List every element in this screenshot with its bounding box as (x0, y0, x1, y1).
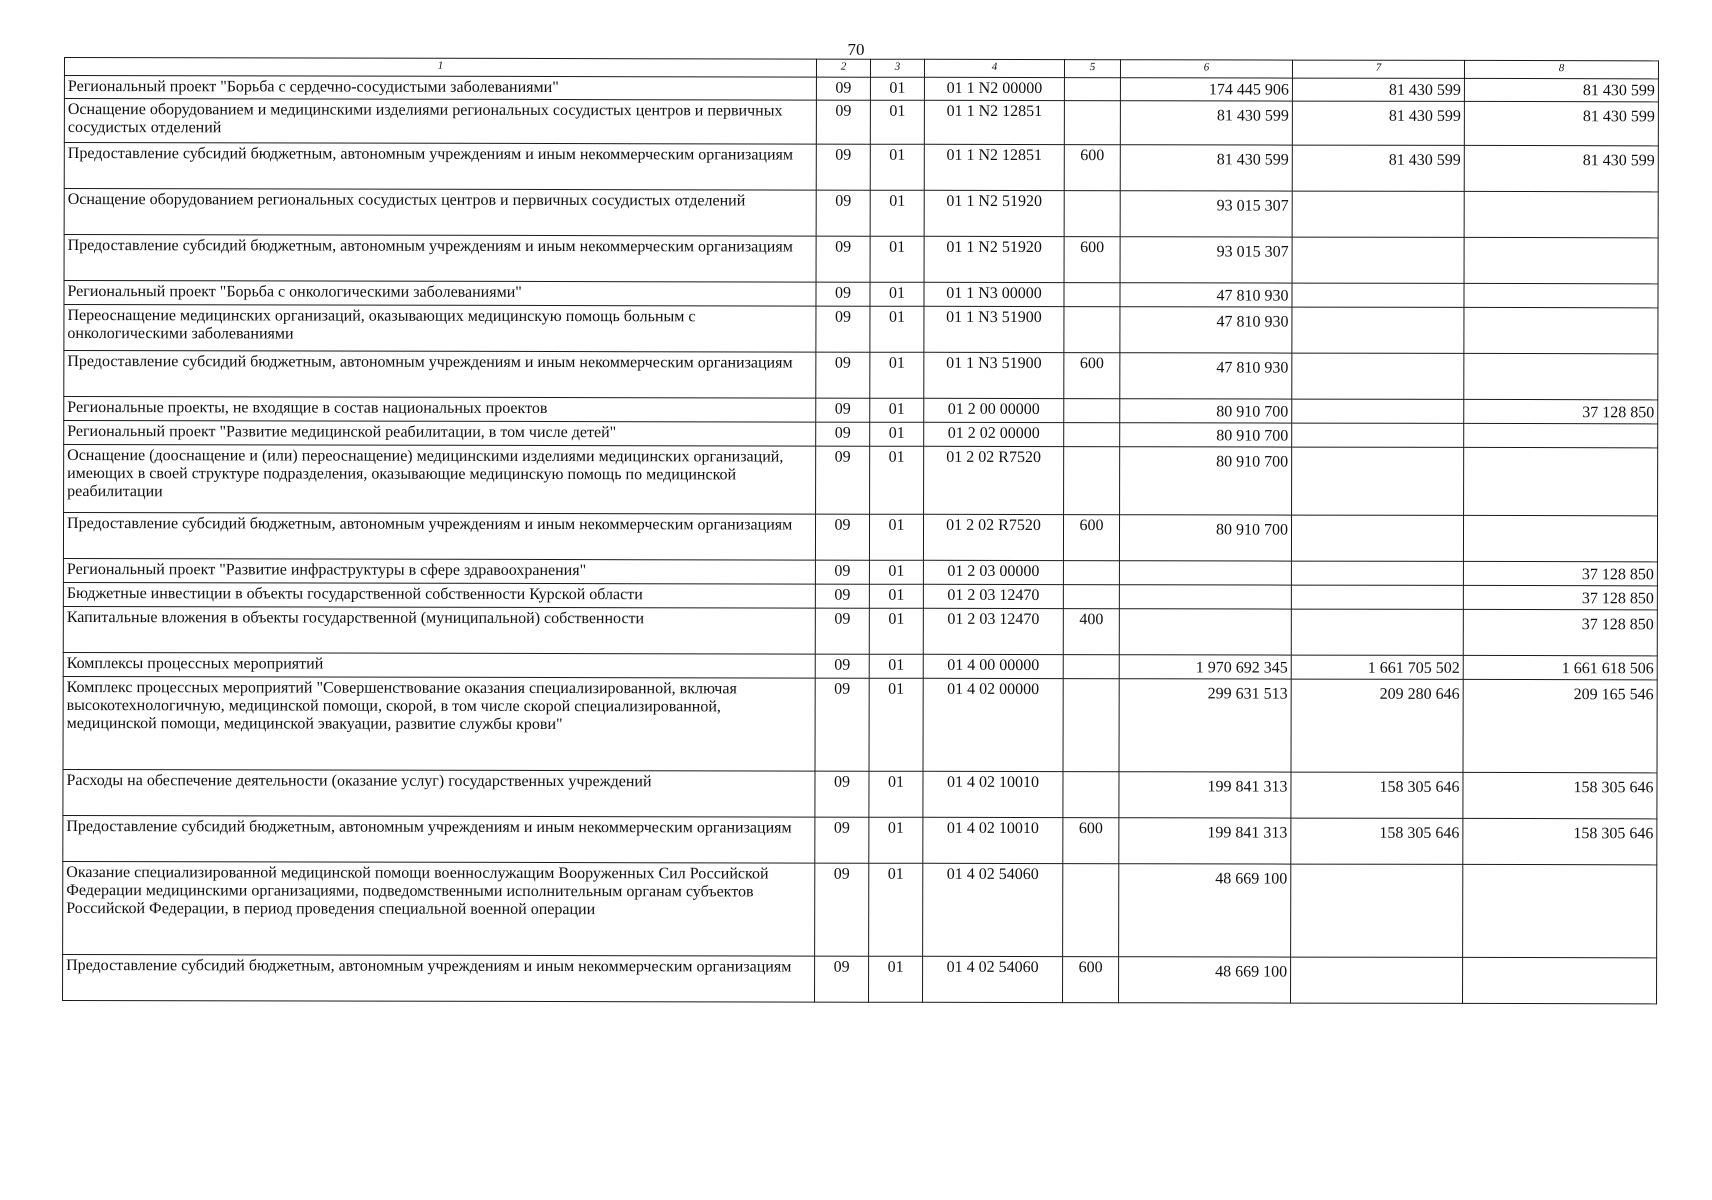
amount-col6-cell: 47 810 930 (1120, 283, 1292, 307)
section-code-cell: 09 (816, 398, 870, 422)
table-row (63, 558, 1657, 585)
subsection-code-cell: 01 (870, 398, 924, 422)
target-article-cell: 01 2 02 R7520 (924, 446, 1064, 514)
column-header: 3 (870, 59, 924, 77)
section-code-cell: 09 (816, 422, 870, 446)
target-article-cell: 01 2 03 00000 (923, 560, 1063, 584)
expense-type-cell: 600 (1063, 515, 1119, 561)
target-article-cell: 01 4 02 10010 (923, 771, 1063, 817)
amount-col8-cell: 81 430 599 (1464, 145, 1658, 191)
subsection-code-cell: 01 (870, 144, 924, 190)
amount-col7-cell (1292, 399, 1464, 423)
amount-col6-cell: 80 910 700 (1120, 423, 1292, 447)
amount-col6-cell (1119, 609, 1291, 655)
table-row (63, 582, 1657, 609)
section-code-cell: 09 (816, 100, 870, 144)
amount-col8-cell: 37 128 850 (1464, 399, 1658, 423)
amount-col7-cell: 158 305 646 (1291, 772, 1463, 818)
table-row (63, 606, 1657, 655)
expense-type-cell: 600 (1063, 818, 1119, 864)
amount-col7-cell: 1 661 705 502 (1291, 655, 1463, 679)
subsection-code-cell: 01 (869, 654, 923, 678)
row-name-cell: Комплекс процессных мероприятий "Совершенствование оказания специализированной, включая высокотехнологичную, медицинской помощи, скорой, в том числе скорой специализированной, медицинской помощи, медицинской эвакуации, развитие службы крови" (63, 676, 815, 771)
amount-col6-cell: 80 910 700 (1120, 399, 1292, 423)
amount-col8-cell: 37 128 850 (1463, 561, 1657, 585)
table-row (64, 189, 1658, 238)
amount-col8-cell: 81 430 599 (1464, 101, 1658, 145)
subsection-code-cell: 01 (870, 236, 924, 282)
target-article-cell: 01 4 02 54060 (923, 956, 1063, 1002)
column-header: 4 (924, 59, 1064, 77)
target-article-cell: 01 1 N3 00000 (924, 282, 1064, 306)
row-name-cell: Предоставление субсидий бюджетным, автономным учреждениям и иным некоммерческим организациям (63, 815, 815, 863)
subsection-code-cell: 01 (870, 77, 924, 100)
row-name-cell: Оснащение оборудованием и медицинскими изделиями региональных сосудистых центров и первичных сосудистых отделений (64, 99, 816, 145)
row-name-cell: Комплексы процессных мероприятий (63, 652, 815, 678)
section-code-cell: 09 (816, 282, 870, 306)
amount-col8-cell: 37 128 850 (1463, 585, 1657, 609)
amount-col8-cell (1464, 423, 1658, 447)
row-name-cell: Переоснащение медицинских организаций, оказывающих медицинскую помощь больным с онкологическими заболеваниями (64, 305, 816, 353)
amount-col8-cell (1464, 283, 1658, 307)
row-name-cell: Региональный проект "Борьба с онкологическими заболеваниями" (64, 281, 816, 307)
page-number: 70 (847, 40, 865, 59)
expense-type-cell: 600 (1063, 957, 1119, 1003)
amount-col6-cell: 299 631 513 (1119, 679, 1291, 772)
row-name-cell: Расходы на обеспечение деятельности (оказание услуг) государственных учреждений (63, 769, 815, 817)
amount-col8-cell: 158 305 646 (1463, 772, 1657, 818)
target-article-cell: 01 2 00 00000 (924, 398, 1064, 422)
section-code-cell: 09 (815, 771, 869, 817)
amount-col6-cell: 199 841 313 (1119, 772, 1291, 818)
amount-col6-cell: 47 810 930 (1120, 307, 1292, 353)
section-code-cell: 09 (815, 654, 869, 678)
expense-type-cell: 400 (1063, 609, 1119, 655)
row-name-cell: Региональный проект "Развитие инфраструктуры в сфере здравоохранения" (63, 558, 815, 584)
target-article-cell: 01 2 02 R7520 (923, 514, 1063, 560)
expense-type-cell (1064, 307, 1120, 353)
expense-type-cell (1063, 561, 1119, 585)
expense-type-cell (1063, 585, 1119, 609)
amount-col8-cell (1464, 353, 1658, 399)
amount-col6-cell (1119, 561, 1291, 585)
amount-col8-cell: 158 305 646 (1463, 818, 1657, 864)
target-article-cell: 01 1 N3 51900 (924, 306, 1064, 352)
amount-col7-cell (1291, 957, 1463, 1003)
amount-col7-cell (1291, 585, 1463, 609)
target-article-cell: 01 1 N2 12851 (924, 144, 1064, 190)
amount-col6-cell: 47 810 930 (1120, 353, 1292, 399)
table-row (63, 815, 1657, 864)
expense-type-cell (1064, 283, 1120, 307)
amount-col7-cell: 81 430 599 (1292, 145, 1464, 191)
row-name-cell: Предоставление субсидий бюджетным, автономным учреждениям и иным некоммерческим организациям (64, 143, 816, 191)
amount-col6-cell (1119, 585, 1291, 609)
table-row (63, 652, 1657, 679)
section-code-cell: 09 (815, 817, 869, 863)
section-code-cell: 09 (816, 77, 870, 100)
row-name-cell: Капитальные вложения в объекты государственной (муниципальной) собственности (63, 606, 815, 654)
table-row (63, 954, 1657, 1003)
target-article-cell: 01 2 03 12470 (923, 608, 1063, 654)
budget-table (62, 57, 1659, 1004)
section-code-cell: 09 (816, 190, 870, 236)
amount-col7-cell (1292, 353, 1464, 399)
amount-col7-cell (1291, 561, 1463, 585)
amount-col6-cell: 199 841 313 (1119, 818, 1291, 864)
section-code-cell: 09 (816, 236, 870, 282)
amount-col6-cell: 48 669 100 (1119, 864, 1291, 957)
amount-col8-cell (1463, 864, 1657, 957)
row-name-cell: Оснащение (дооснащение и (или) переоснащение) медицинскими изделиями медицинских организаций, имеющих в своей структуре подразделения, оказывающие медицинскую помощь по медицинской реабилитации (64, 445, 816, 515)
expense-type-cell (1064, 423, 1120, 447)
section-code-cell: 09 (816, 446, 870, 514)
subsection-code-cell: 01 (869, 771, 923, 817)
expense-type-cell (1064, 191, 1120, 237)
table-row (64, 445, 1658, 516)
subsection-code-cell: 01 (869, 863, 923, 956)
section-code-cell: 09 (815, 514, 869, 560)
section-code-cell: 09 (816, 306, 870, 352)
subsection-code-cell: 01 (869, 956, 923, 1002)
subsection-code-cell: 01 (870, 100, 924, 144)
table-row (64, 235, 1658, 284)
expense-type-cell (1063, 864, 1119, 957)
amount-col8-cell (1464, 237, 1658, 283)
column-header: 6 (1120, 60, 1292, 78)
amount-col7-cell (1292, 191, 1464, 237)
subsection-code-cell: 01 (869, 817, 923, 863)
row-name-cell: Региональный проект "Борьба с сердечно-сосудистыми заболеваниями" (64, 76, 816, 101)
amount-col8-cell (1463, 957, 1657, 1003)
expense-type-cell (1064, 101, 1120, 145)
row-name-cell: Региональные проекты, не входящие в состав национальных проектов (64, 397, 816, 423)
expense-type-cell: 600 (1064, 353, 1120, 399)
row-name-cell: Предоставление субсидий бюджетным, автономным учреждениям и иным некоммерческим организациям (64, 351, 816, 399)
target-article-cell: 01 1 N2 12851 (924, 100, 1064, 144)
column-header: 1 (64, 58, 816, 78)
row-name-cell: Региональный проект "Развитие медицинской реабилитации, в том числе детей" (64, 421, 816, 447)
subsection-code-cell: 01 (870, 306, 924, 352)
amount-col7-cell: 81 430 599 (1292, 78, 1464, 101)
subsection-code-cell: 01 (869, 560, 923, 584)
amount-col7-cell: 81 430 599 (1292, 101, 1464, 145)
section-code-cell: 09 (816, 144, 870, 190)
target-article-cell: 01 1 N2 51920 (924, 236, 1064, 282)
row-name-cell: Оказание специализированной медицинской помощи военнослужащим Вооруженных Сил Российской Федерации медицинскими организациями, подведомственными исполнительным органам субъектов Российской Федерации, в период проведения специальной военной операции (63, 861, 815, 956)
target-article-cell: 01 2 02 00000 (924, 422, 1064, 446)
section-code-cell: 09 (815, 956, 869, 1002)
column-header: 7 (1292, 60, 1464, 78)
column-header: 2 (816, 59, 870, 77)
subsection-code-cell: 01 (870, 352, 924, 398)
amount-col7-cell (1292, 447, 1464, 515)
table-row (63, 513, 1657, 562)
column-header: 5 (1064, 60, 1120, 78)
amount-col8-cell (1464, 191, 1658, 237)
table-row (64, 305, 1658, 354)
row-name-cell: Бюджетные инвестиции в объекты государственной собственности Курской области (63, 582, 815, 608)
table-row (64, 99, 1658, 146)
subsection-code-cell: 01 (870, 422, 924, 446)
table-row (64, 143, 1658, 192)
row-name-cell: Оснащение оборудованием региональных сосудистых центров и первичных сосудистых отделений (64, 189, 816, 237)
amount-col7-cell: 209 280 646 (1291, 679, 1463, 772)
amount-col7-cell (1291, 864, 1463, 957)
expense-type-cell (1064, 399, 1120, 423)
table-row (63, 861, 1657, 957)
subsection-code-cell: 01 (870, 446, 924, 514)
amount-col7-cell (1291, 515, 1463, 561)
target-article-cell: 01 1 N2 00000 (924, 77, 1064, 100)
amount-col6-cell: 80 910 700 (1119, 515, 1291, 561)
budget-table-wrapper (62, 57, 1658, 1004)
table-row (63, 769, 1657, 818)
target-article-cell: 01 4 02 54060 (923, 863, 1063, 956)
row-name-cell: Предоставление субсидий бюджетным, автономным учреждениям и иным некоммерческим организациям (63, 954, 815, 1002)
amount-col6-cell: 48 669 100 (1119, 957, 1291, 1003)
column-header: 8 (1464, 60, 1658, 78)
amount-col7-cell (1292, 307, 1464, 353)
amount-col6-cell: 81 430 599 (1120, 101, 1292, 145)
table-row (64, 397, 1658, 424)
subsection-code-cell: 01 (869, 678, 923, 771)
section-code-cell: 09 (815, 608, 869, 654)
expense-type-cell (1063, 772, 1119, 818)
target-article-cell: 01 1 N3 51900 (924, 352, 1064, 398)
amount-col8-cell (1463, 515, 1657, 561)
subsection-code-cell: 01 (869, 608, 923, 654)
amount-col6-cell: 80 910 700 (1120, 447, 1292, 515)
row-name-cell: Предоставление субсидий бюджетным, автономным учреждениям и иным некоммерческим организациям (63, 513, 815, 561)
amount-col7-cell (1292, 237, 1464, 283)
amount-col8-cell: 37 128 850 (1463, 609, 1657, 655)
table-body (63, 76, 1659, 1004)
expense-type-cell (1063, 679, 1119, 772)
table-row (64, 281, 1658, 308)
expense-type-cell (1063, 655, 1119, 679)
amount-col8-cell (1464, 447, 1658, 515)
section-code-cell: 09 (815, 560, 869, 584)
amount-col6-cell: 174 445 906 (1120, 78, 1292, 101)
expense-type-cell: 600 (1064, 145, 1120, 191)
amount-col6-cell: 1 970 692 345 (1119, 655, 1291, 679)
target-article-cell: 01 4 02 10010 (923, 817, 1063, 863)
target-article-cell: 01 2 03 12470 (923, 584, 1063, 608)
row-name-cell: Предоставление субсидий бюджетным, автономным учреждениям и иным некоммерческим организациям (64, 235, 816, 283)
expense-type-cell: 600 (1064, 237, 1120, 283)
amount-col6-cell: 93 015 307 (1120, 237, 1292, 283)
section-code-cell: 09 (815, 863, 869, 956)
section-code-cell: 09 (816, 352, 870, 398)
amount-col8-cell: 81 430 599 (1464, 78, 1658, 101)
section-code-cell: 09 (815, 678, 869, 771)
amount-col8-cell: 1 661 618 506 (1463, 655, 1657, 679)
subsection-code-cell: 01 (869, 514, 923, 560)
target-article-cell: 01 4 00 00000 (923, 654, 1063, 678)
expense-type-cell (1064, 447, 1120, 515)
amount-col6-cell: 81 430 599 (1120, 145, 1292, 191)
amount-col8-cell: 209 165 546 (1463, 679, 1657, 772)
subsection-code-cell: 01 (869, 584, 923, 608)
section-code-cell: 09 (815, 584, 869, 608)
amount-col8-cell (1464, 307, 1658, 353)
table-row (63, 676, 1657, 772)
table-row (64, 76, 1658, 102)
subsection-code-cell: 01 (870, 190, 924, 236)
amount-col7-cell: 158 305 646 (1291, 818, 1463, 864)
expense-type-cell (1064, 78, 1120, 101)
target-article-cell: 01 1 N2 51920 (924, 190, 1064, 236)
subsection-code-cell: 01 (870, 282, 924, 306)
amount-col7-cell (1292, 283, 1464, 307)
table-row (64, 351, 1658, 400)
amount-col7-cell (1291, 609, 1463, 655)
amount-col7-cell (1292, 423, 1464, 447)
target-article-cell: 01 4 02 00000 (923, 678, 1063, 771)
amount-col6-cell: 93 015 307 (1120, 191, 1292, 237)
table-row (64, 421, 1658, 448)
